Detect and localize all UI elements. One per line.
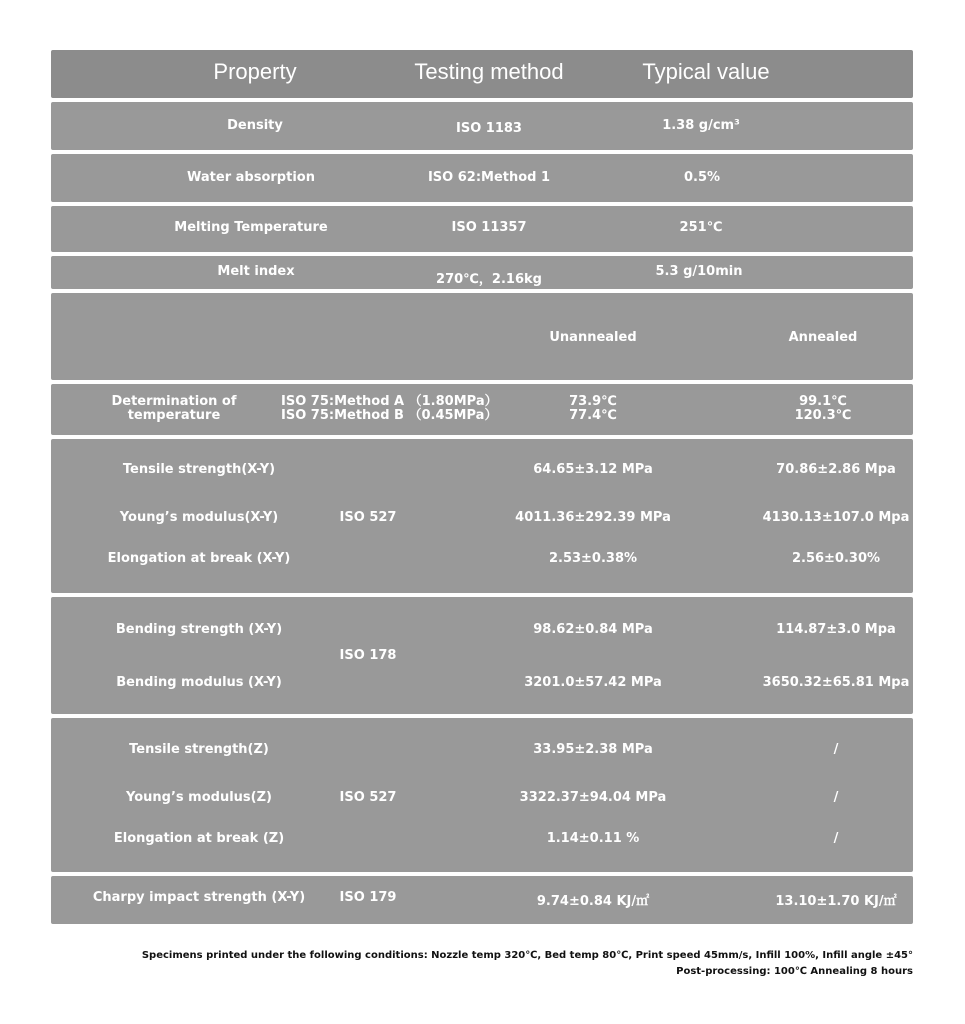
footnote-print-conditions: Specimens printed under the following conditions: Nozzle temp 320℃, Bed temp 80℃, Print speed 45mm/s, Infill 100%, Infill angle ±45°	[141, 950, 913, 961]
table-group-tensile-z	[51, 718, 913, 872]
property-cell: Melting Temperature	[174, 220, 328, 235]
value-cell: 251℃	[679, 220, 723, 235]
method-cell: ISO 62:Method 1	[427, 170, 551, 185]
method-cell: ISO 527	[339, 790, 397, 805]
unannealed-cell: 33.95±2.38 MPa	[533, 742, 653, 757]
property-cell: Charpy impact strength (X-Y)	[92, 890, 306, 905]
unannealed-cell: 3201.0±57.42 MPa	[524, 675, 662, 690]
unannealed-cell: 64.65±3.12 MPa	[533, 462, 653, 477]
annealed-cell: 13.10±1.70 KJ/㎡	[775, 894, 897, 909]
annealed-cell: 70.86±2.86 Mpa	[776, 462, 896, 477]
annealed-cell: /	[833, 831, 839, 846]
table-row-melt-index	[51, 256, 913, 289]
unannealed-cell: 4011.36±292.39 MPa	[515, 510, 671, 525]
method-cell: ISO 179	[339, 890, 397, 905]
annealed-heading: Annealed	[788, 330, 858, 345]
value-cell: 5.3 g/10min	[655, 264, 743, 279]
unannealed-heading: Unannealed	[549, 330, 637, 345]
property-cell: Bending strength (X-Y)	[115, 622, 283, 637]
value-cell: 0.5%	[683, 170, 721, 185]
unannealed-cell: 73.9℃ 77.4℃	[569, 394, 617, 423]
unannealed-cell: 3322.37±94.04 MPa	[519, 790, 667, 805]
header-testing-method: Testing method	[414, 59, 564, 84]
method-cell: ISO 178	[339, 648, 397, 663]
property-cell: Water absorption	[187, 170, 315, 185]
table-row-melting-temperature	[51, 206, 913, 252]
method-cell: ISO 1183	[456, 121, 522, 136]
unannealed-cell: 98.62±0.84 MPa	[533, 622, 653, 637]
annealed-cell: 4130.13±107.0 Mpa	[762, 510, 910, 525]
method-cell: ISO 75:Method A （1.80MPa） ISO 75:Method B （0.45MPa）	[281, 394, 498, 423]
property-cell: Melt index	[217, 264, 295, 279]
property-cell: Density	[227, 118, 283, 133]
property-cell: Determination of temperature	[111, 394, 237, 423]
header-typical-value: Typical value	[642, 59, 770, 84]
table-row-deflection-temperature	[51, 384, 913, 435]
annealed-cell: 99.1℃ 120.3℃	[794, 394, 852, 423]
property-cell: Tensile strength(Z)	[129, 742, 269, 757]
property-cell: Young’s modulus(X-Y)	[119, 510, 279, 525]
footnote-post-processing: Post-processing: 100℃ Annealing 8 hours	[676, 966, 913, 977]
header-property: Property	[213, 59, 297, 84]
annealed-cell: 114.87±3.0 Mpa	[776, 622, 896, 637]
annealed-cell: /	[833, 742, 839, 757]
annealed-cell: 2.56±0.30%	[791, 551, 881, 566]
table-group-bending-xy	[51, 597, 913, 714]
value-cell: 1.38 g/cm³	[662, 118, 740, 133]
annealed-cell: 3650.32±65.81 Mpa	[762, 675, 910, 690]
property-cell: Elongation at break (Z)	[113, 831, 285, 846]
property-cell: Young’s modulus(Z)	[126, 790, 272, 805]
annealing-subheader	[51, 293, 913, 380]
property-cell: Bending modulus (X-Y)	[116, 675, 282, 690]
annealed-cell: /	[833, 790, 839, 805]
table-row-density	[51, 102, 913, 150]
table-group-tensile-xy	[51, 439, 913, 593]
method-cell: ISO 11357	[451, 220, 527, 235]
method-cell: 270℃，2.16kg	[436, 272, 542, 287]
property-cell: Elongation at break (X-Y)	[107, 551, 291, 566]
table-row-water-absorption	[51, 154, 913, 202]
unannealed-cell: 9.74±0.84 KJ/㎡	[536, 894, 650, 909]
unannealed-cell: 2.53±0.38%	[548, 551, 638, 566]
table-header	[51, 50, 913, 98]
table-row-charpy	[51, 876, 913, 924]
method-cell: ISO 527	[339, 510, 397, 525]
property-cell: Tensile strength(X-Y)	[122, 462, 276, 477]
unannealed-cell: 1.14±0.11 %	[546, 831, 640, 846]
